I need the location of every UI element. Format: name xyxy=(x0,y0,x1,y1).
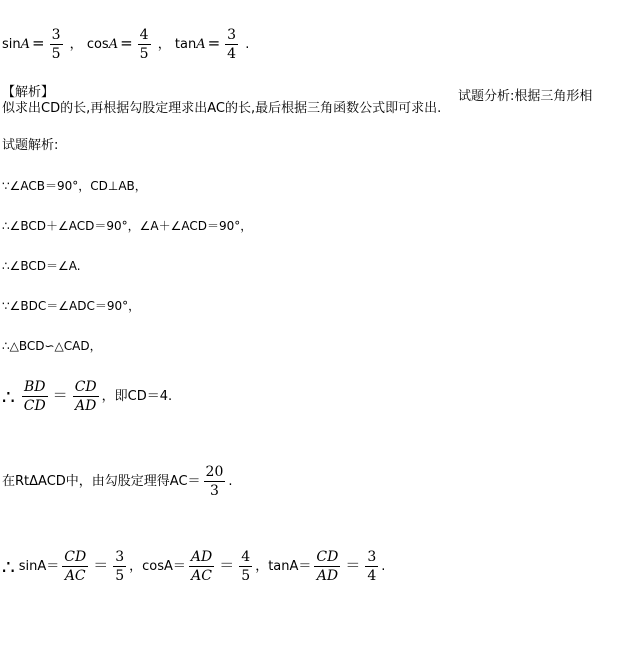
sin-label: sin xyxy=(2,37,21,52)
ratio-fraction-1: $\frac{BD}{CD}$ xyxy=(23,379,46,414)
solution-step-3: ∴∠BCD＝∠A. xyxy=(2,259,81,273)
ratio-line xyxy=(2,378,172,415)
ratio-fraction-2: $\frac{CD}{AD}$ xyxy=(74,379,97,414)
cos-prefix: ，cosA＝ xyxy=(129,559,186,574)
analysis-summary-start: 试题分析:根据三角形相 xyxy=(458,89,593,104)
solution-step-5: ∴△BCD∽△CAD， xyxy=(2,339,102,353)
solution-heading: 试题解析: xyxy=(2,138,59,153)
equals-sign: ＝ xyxy=(93,556,109,574)
solution-step-2: ∴∠BCD＋∠ACD＝90°，∠A＋∠ACD＝90°， xyxy=(2,219,253,233)
analysis-heading: 【解析】 xyxy=(2,85,55,100)
var-a: A xyxy=(196,37,206,52)
ac-fraction: $\frac{20}{3}$ xyxy=(205,464,224,499)
sin-value: $\frac{3}{5}$ xyxy=(115,549,125,584)
separator: ， xyxy=(157,37,171,52)
equals-sign: ＝ xyxy=(219,556,235,574)
equals-sign: ＝ xyxy=(345,556,361,574)
tan-prefix: ，tanA＝ xyxy=(255,559,312,574)
end-period: . xyxy=(381,559,386,574)
end-period: . xyxy=(245,37,250,52)
cos-fraction: $\frac{4}{5}$ xyxy=(139,27,149,62)
cos-value: $\frac{4}{5}$ xyxy=(241,549,251,584)
final-result-line xyxy=(2,548,385,585)
var-a: A xyxy=(20,37,31,52)
tan-value: $\frac{3}{4}$ xyxy=(367,549,377,584)
equals-sign: = xyxy=(32,34,45,52)
equals-sign: = xyxy=(207,34,221,52)
tan-ratio: $\frac{CD}{AD}$ xyxy=(316,549,339,584)
answer-line xyxy=(2,26,249,63)
sin-ratio: $\frac{CD}{AC}$ xyxy=(64,549,87,584)
tan-label: tan xyxy=(174,37,197,52)
cos-ratio: $\frac{AD}{AC}$ xyxy=(190,549,213,584)
equals-sign: = xyxy=(120,34,133,52)
solution-step-1: ∵∠ACB＝90°，CD⊥AB， xyxy=(2,179,147,193)
var-a: A xyxy=(108,37,119,52)
end-period: . xyxy=(228,474,233,489)
ratio-tail: ，即CD＝4. xyxy=(101,389,173,404)
pythagoras-line xyxy=(2,463,233,500)
tan-fraction: $\frac{3}{4}$ xyxy=(227,27,237,62)
analysis-summary-continued: 似求出CD的长,再根据勾股定理求出AC的长,最后根据三角函数公式即可求出. xyxy=(2,101,442,116)
solution-step-4: ∵∠BDC＝∠ADC＝90°， xyxy=(2,299,141,313)
equals-sign: ＝ xyxy=(52,386,68,404)
cos-label: cos xyxy=(86,37,109,52)
therefore-symbol: ∴ xyxy=(2,554,15,579)
sin-prefix: sinA＝ xyxy=(18,559,60,574)
separator: ， xyxy=(69,37,83,52)
sin-fraction: $\frac{3}{5}$ xyxy=(51,27,61,62)
pythagoras-text: 在RtΔACD中，由勾股定理得AC＝ xyxy=(2,474,201,489)
therefore-symbol: ∴ xyxy=(2,384,15,409)
